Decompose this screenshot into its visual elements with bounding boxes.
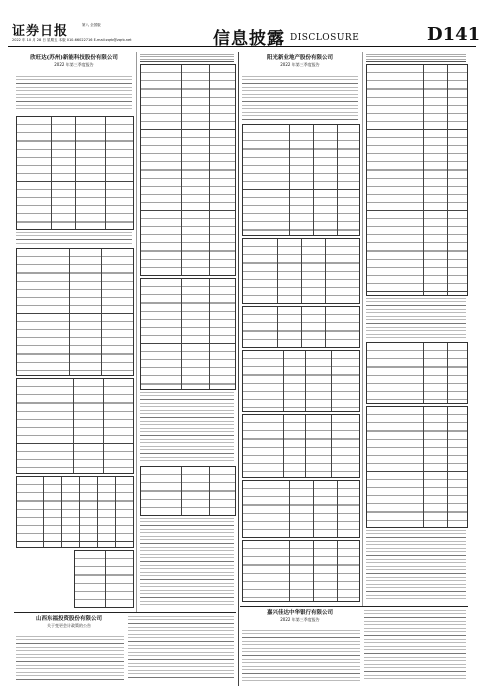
edition-label: 第八 全国版 <box>82 23 101 27</box>
article-header <box>240 55 360 67</box>
article-title: 2022 年第三季度报告 <box>54 62 94 67</box>
section-title-en: DISCLOSURE <box>290 33 360 43</box>
dateline: 2022 年 10 月 28 日 星期五 本版 010-66022716 E-mail:zqrb@zqrb.net <box>12 38 132 42</box>
article-company: 嘉兴佳达中华银行有限公司 <box>266 610 333 616</box>
bottom-right-article <box>240 608 468 686</box>
article-header <box>14 616 124 628</box>
masthead <box>8 20 481 56</box>
newspaper-logo: 证券日报 <box>12 24 69 39</box>
article-header <box>14 55 134 67</box>
bottom-left-article <box>14 614 236 684</box>
article-company: 山西东福投资股份有限公司 <box>35 616 102 622</box>
column-4 <box>364 52 468 604</box>
article-header <box>240 610 360 622</box>
column-1 <box>14 52 134 612</box>
article-title: 关于变更会计政策的公告 <box>47 623 91 628</box>
column-2 <box>138 52 236 612</box>
article-company: 阳光新业地产股份有限公司 <box>266 55 333 61</box>
masthead-rule <box>8 46 476 47</box>
section-title: 信息披露 <box>213 29 285 49</box>
article-title: 2022 年第三季度报告 <box>280 62 320 67</box>
article-title: 2022 年第三季度报告 <box>280 617 320 622</box>
article-company: 欣旺达(苏州)新能科技股份有限公司 <box>30 55 118 61</box>
page-number: D141 <box>427 24 481 45</box>
column-3 <box>240 52 360 604</box>
